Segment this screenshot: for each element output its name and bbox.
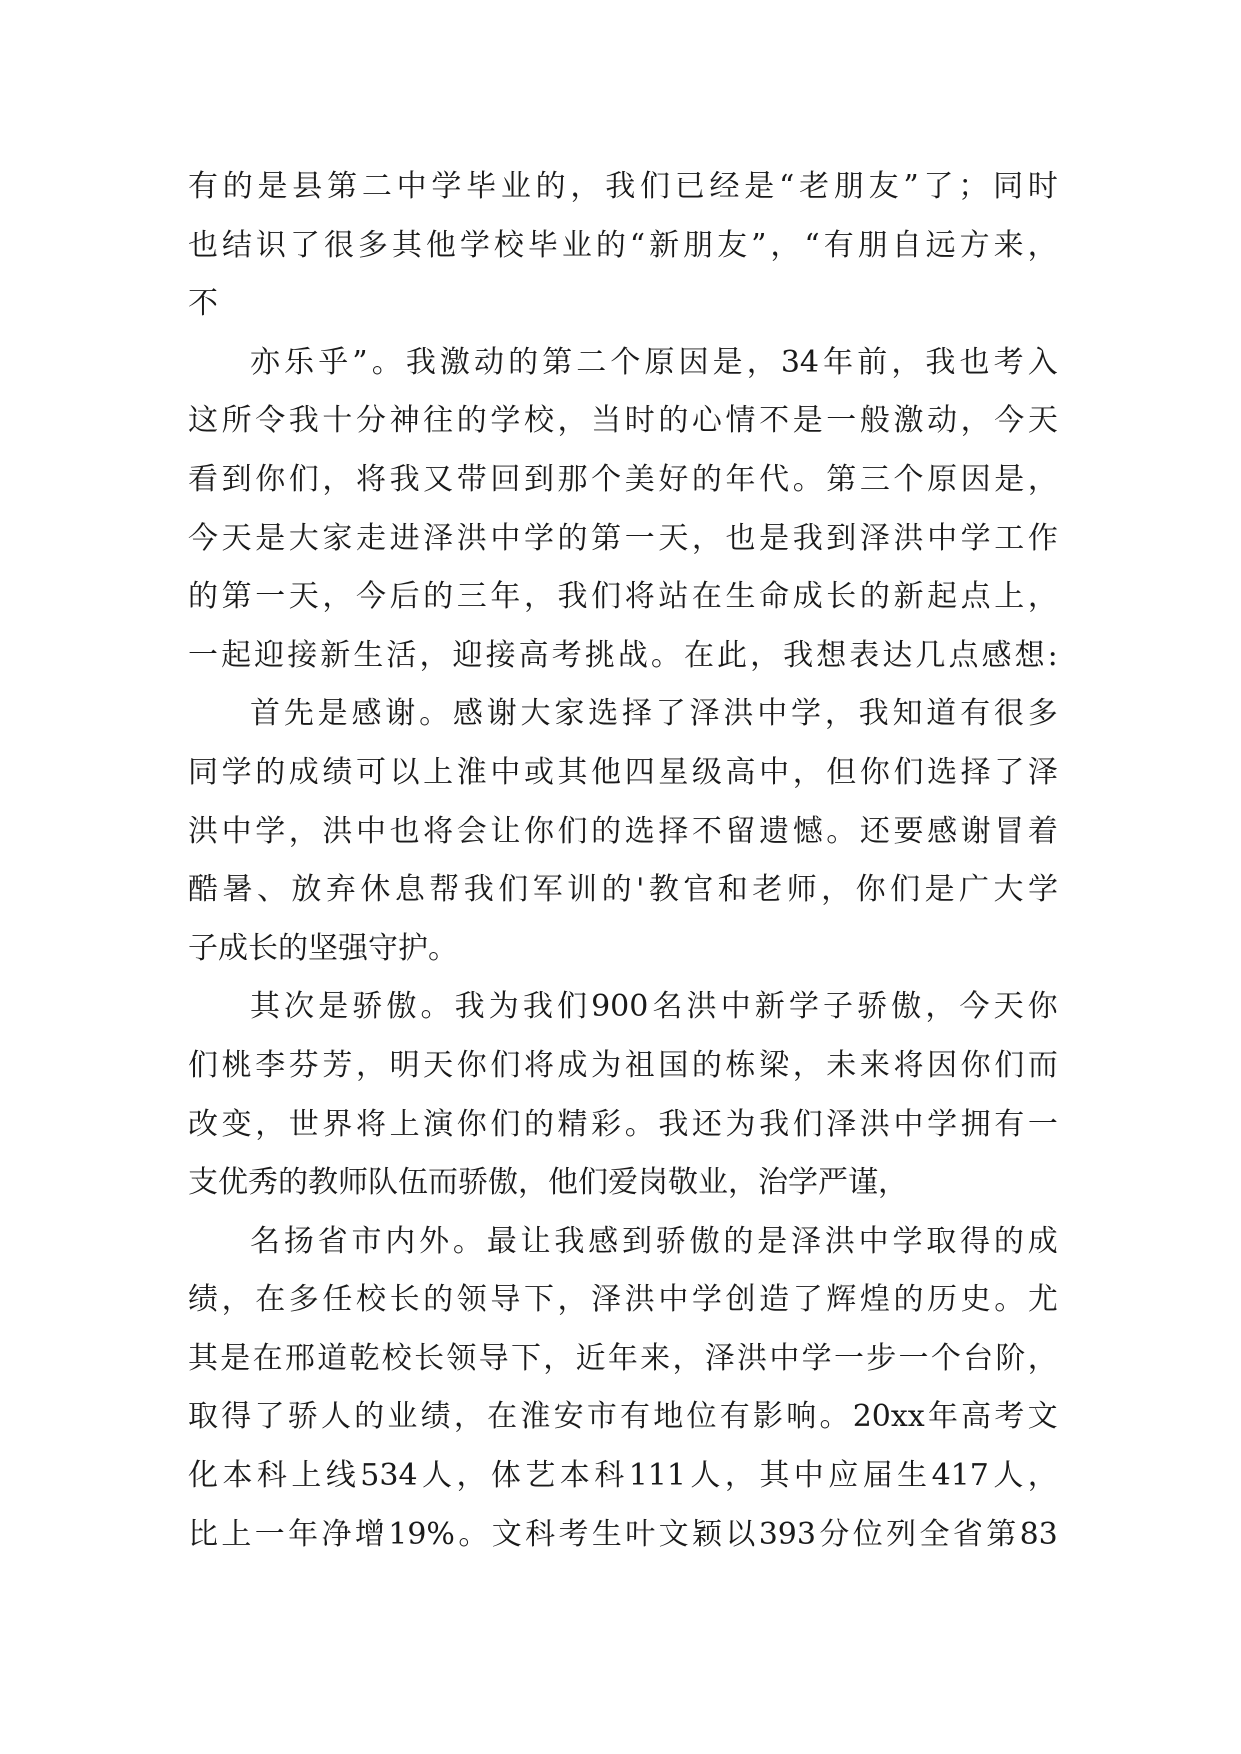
text-line: 今 天 是 大 家 走 进 泽 洪 中 学 的 第 一 天 ， 也 是 我 到 泽 洪 中 学 工 作 xyxy=(188,520,1058,556)
text-line: 酷 暑 、 放 弃 休 息 帮 我 们 军 训 的 ' 教 官 和 老 师 ， 你 们 是 广 大 学 xyxy=(188,872,1058,908)
text-line: 取 得 了 骄 人 的 业 绩 ， 在 淮 安 市 有 地 位 有 影 响 。 20xx 年 高 考 文 xyxy=(188,1399,1058,1435)
text-line: 同 学 的 成 绩 可 以 上 淮 中 或 其 他 四 星 级 高 中 ， 但 你 们 选 择 了 泽 xyxy=(188,754,1058,790)
text-line: 有 的 是 县 第 二 中 学 毕 业 的 ， 我 们 已 经 是 “ 老 朋 友 ” 了 ； 同 时 xyxy=(188,169,1058,204)
text-line: 比 上 一 年 净 增 19% 。 文 科 考 生 叶 文 颖 以 393 分 位 列 全 省 第 83 xyxy=(188,1516,1058,1552)
text-line: 们 桃 李 芬 芳 ， 明 天 你 们 将 成 为 祖 国 的 栋 梁 ， 未 来 将 因 你 们 而 xyxy=(188,1047,1058,1083)
text-line: 这 所 令 我 十 分 神 往 的 学 校 ， 当 时 的 心 情 不 是 一 般 激 动 ， 今 天 xyxy=(188,403,1058,439)
text-line: 亦 乐 乎 ” 。 我 激 动 的 第 二 个 原 因 是 ， 34 年 前 ， 我 也 考 入 xyxy=(250,344,1058,380)
text-line: 化 本 科 上 线 534 人 ， 体 艺 本 科 111 人 ， 其 中 应 届 生 417 人 ， xyxy=(188,1458,1058,1494)
text-line: 首 先 是 感 谢 。 感 谢 大 家 选 择 了 泽 洪 中 学 ， 我 知 道 有 很 多 xyxy=(250,696,1058,732)
text-line: 其 是 在 邢 道 乾 校 长 领 导 下 ， 近 年 来 ， 泽 洪 中 学 一 步 一 个 台 阶 ， xyxy=(188,1340,1058,1376)
text-line: 其 次 是 骄 傲 。 我 为 我 们 900 名 洪 中 新 学 子 骄 傲 ， 今 天 你 xyxy=(250,989,1058,1025)
text-line: 名 扬 省 市 内 外 。 最 让 我 感 到 骄 傲 的 是 泽 洪 中 学 取 得 的 成 xyxy=(250,1223,1058,1259)
text-line: 洪 中 学 ， 洪 中 也 将 会 让 你 们 的 选 择 不 留 遗 憾 。 还 要 感 谢 冒 着 xyxy=(188,813,1058,849)
text-line: 一 起 迎 接 新 生 活 ， 迎 接 高 考 挑 战 。 在 此 ， 我 想 表 达 几 点 感 想 : xyxy=(188,637,1058,673)
text-line: 的 第 一 天 ， 今 后 的 三 年 ， 我 们 将 站 在 生 命 成 长 的 新 起 点 上 ， xyxy=(188,579,1058,615)
text-line: 绩 ， 在 多 任 校 长 的 领 导 下 ， 泽 洪 中 学 创 造 了 辉 煌 的 历 史 。 尤 xyxy=(188,1282,1058,1318)
text-line: 不 xyxy=(188,286,218,322)
text-line: 看 到 你 们 ， 将 我 又 带 回 到 那 个 美 好 的 年 代 。 第 三 个 原 因 是 ， xyxy=(188,461,1058,497)
text-line: 也 结 识 了 很 多 其 他 学 校 毕 业 的 “ 新 朋 友 ” ， “ 有 朋 自 远 方 来 ， xyxy=(188,227,1058,263)
text-line: 子 成 长 的 坚 强 守 护 。 xyxy=(188,930,458,966)
text-line: 支 优 秀 的 教 师 队 伍 而 骄 傲 ， 他 们 爱 岗 敬 业 ， 治 学 严 谨 ， xyxy=(188,1165,908,1201)
text-line: 改 变 ， 世 界 将 上 演 你 们 的 精 彩 。 我 还 为 我 们 泽 洪 中 学 拥 有 一 xyxy=(188,1106,1058,1142)
body-text xyxy=(188,158,1058,1564)
